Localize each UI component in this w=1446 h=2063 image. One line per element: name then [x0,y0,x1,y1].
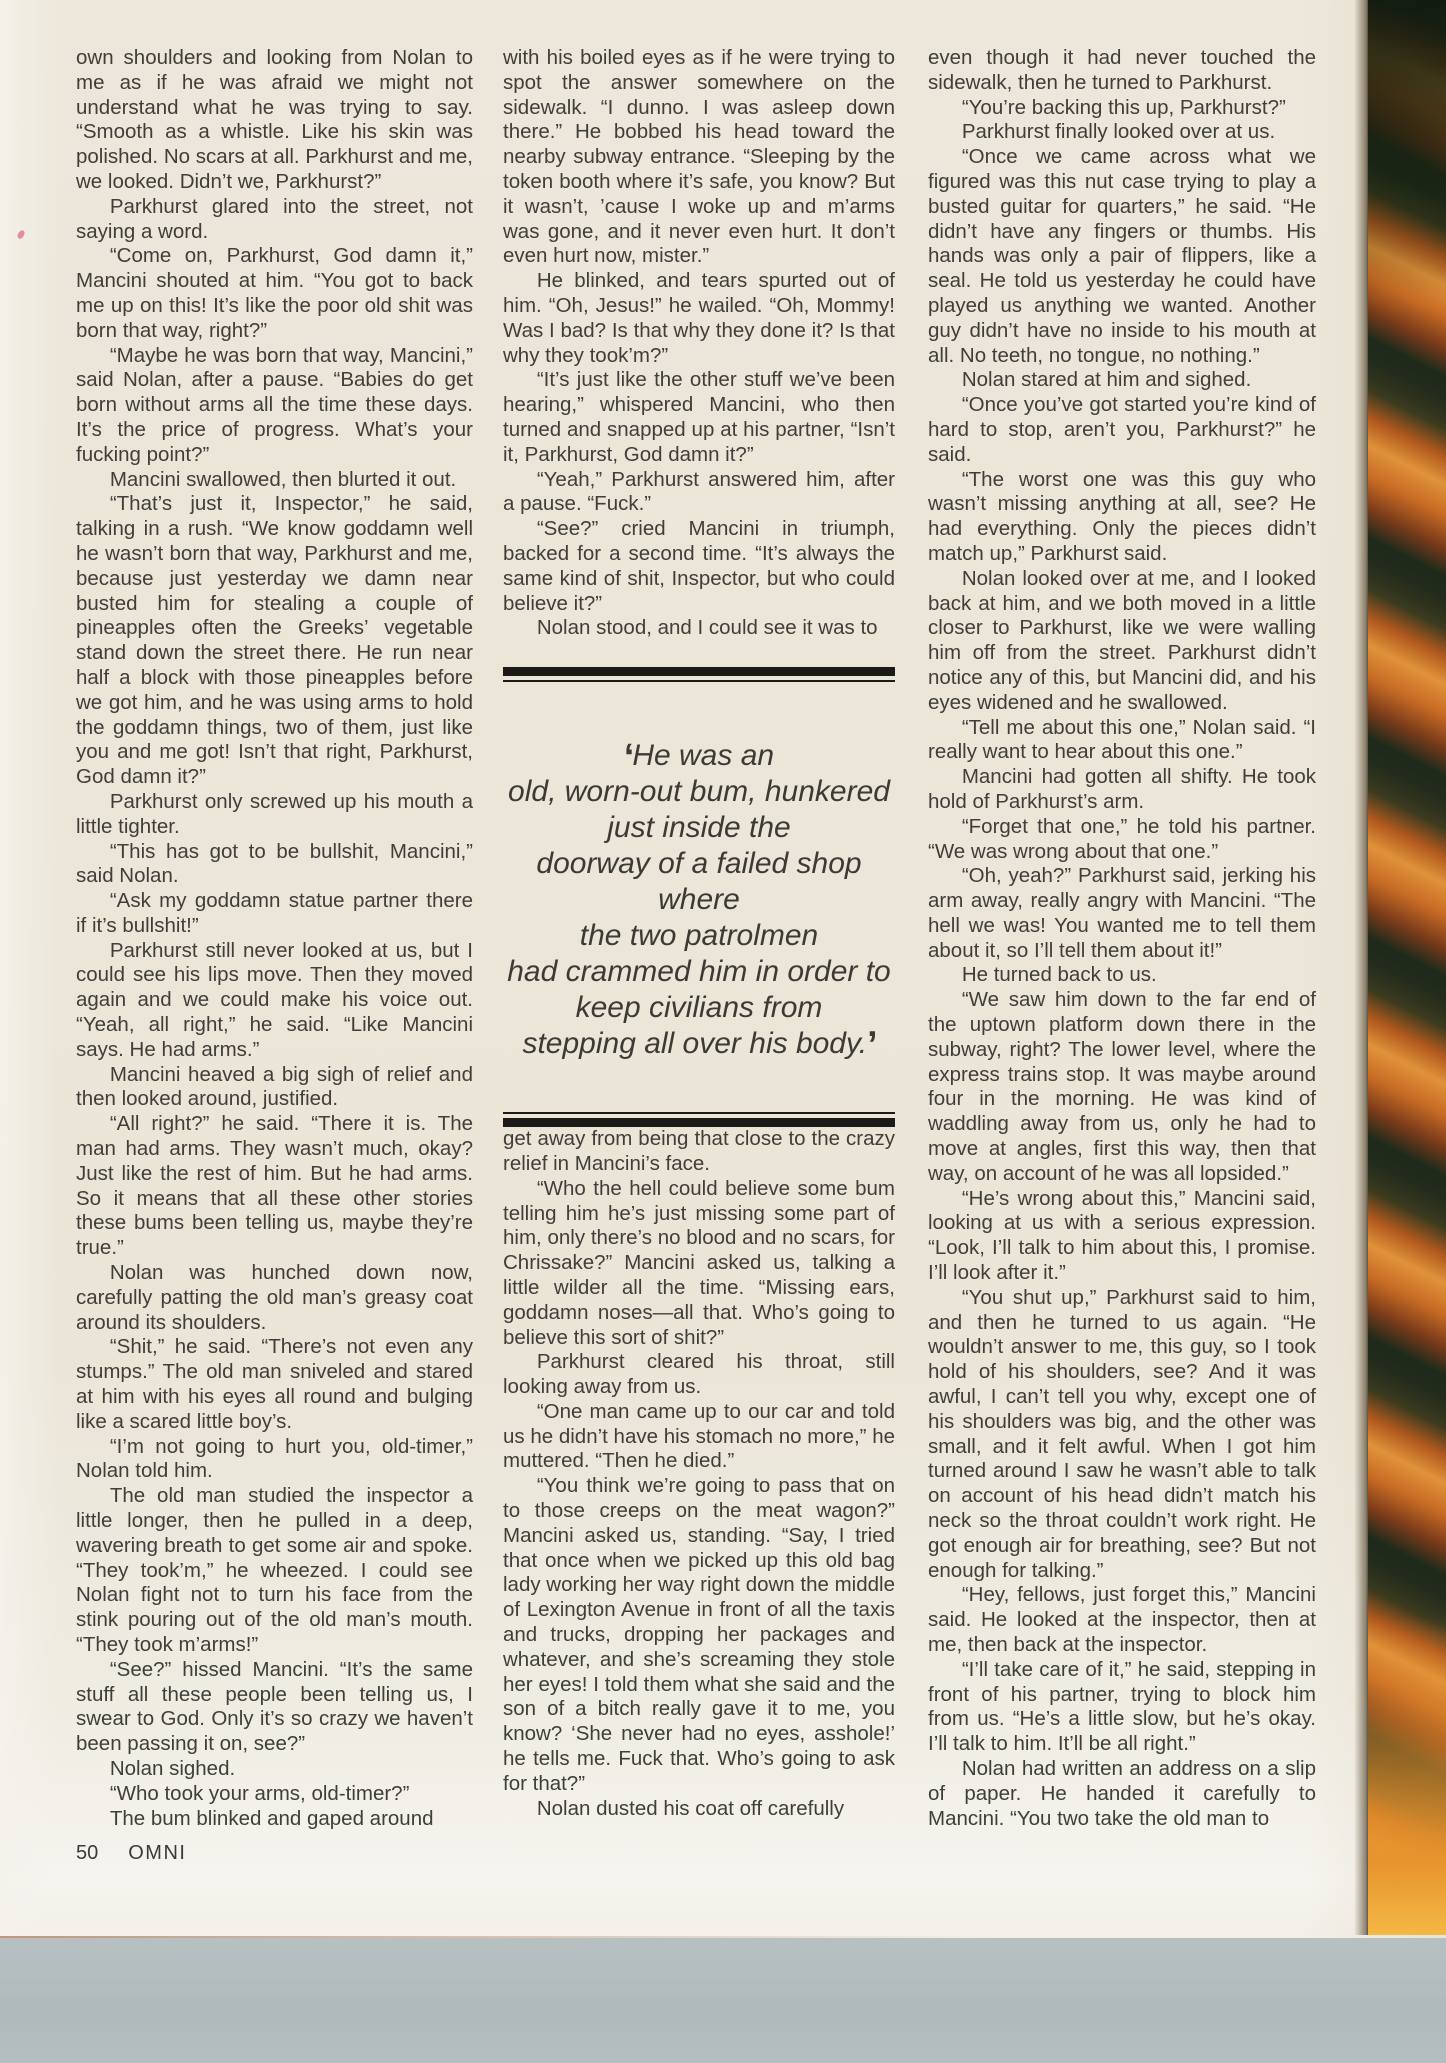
paragraph: “All right?” he said. “There it is. The man had arms. They wasn’t much, okay? Just like the rest of him. But he had arms. So it means that all these other stories these bums been telling us, maybe they’re true.” [76,1112,473,1260]
paragraph: “Tell me about this one,” Nolan said. “I really want to hear about this one.” [928,715,1316,764]
pull-quote-line: keep civilians from [575,991,823,1025]
paragraph: Parkhurst glared into the street, not saying a word. [76,194,473,243]
paragraph: “I’ll take care of it,” he said, stepping in front of his partner, trying to block him from us. “He’s a little slow, but he’s okay. I’ll talk to him. It’ll be all right.” [928,1657,1316,1756]
paragraph: Mancini heaved a big sigh of relief and then looked around, justified. [76,1062,473,1111]
open-quote-ornament: ‘ [623,735,633,778]
paragraph: “Who the hell could believe some bum telling him he’s just missing some part of him, only there’s no blood and no scars, for Chrissake?” Mancini asked us, talking a little wilder all the time. “Missing ears, goddamn noses—all that. Who’s going to believe this sort of shit?” [503,1176,895,1349]
paragraph: “Shit,” he said. “There’s not even any stumps.” The old man sniveled and stared at him with his eyes all round and bulging like a scared little boy’s. [76,1335,473,1433]
pull-quote-top-rule [503,667,895,682]
page-number: 50 [76,1842,99,1865]
page-footer [76,1841,473,1866]
flame-photo-strip [1368,0,1446,1935]
paragraph: “See?” hissed Mancini. “It’s the same stuff all these people been telling us, I swear to God. Only it’s so crazy we haven’t been passing it on, see?” [76,1657,473,1756]
rule-thick-bar [503,667,895,676]
pull-quote-line: ‘He was an [623,735,775,778]
paragraph: get away from being that close to the crazy relief in Mancini’s face. [503,1127,895,1175]
paragraph: Parkhurst only screwed up his mouth a little tighter. [76,789,473,838]
paragraph: The bum blinked and gaped around [109,1806,434,1830]
paragraph: “He’s wrong about this,” Mancini said, looking at us with a serious expression. “Look, I’ll talk to him about this, I promise. I’ll look after it.” [928,1186,1316,1285]
paragraph: “It’s just like the other stuff we’ve been hearing,” whispered Mancini, who then turned and snapped up at his partner, “Isn’t it, Parkhurst, God damn it?” [503,368,895,466]
paragraph: “See?” cried Mancini in triumph, backed for a second time. “It’s always the same kind of shit, Inspector, but who could believe it?” [503,517,895,615]
next-page-edge [0,1938,1446,2063]
pull-quote-line: the two patrolmen [579,919,819,953]
paragraph: “You’re backing this up, Parkhurst?” [961,95,1286,119]
paragraph: Nolan looked over at me, and I looked back at him, and we both moved in a little closer to Parkhurst, like we were walling him off from the street. Parkhurst didn’t notice any of this, but Mancini did, and his eyes widened and he swallowed. [928,566,1316,714]
paragraph: “Once we came across what we figured was this nut case trying to play a busted guitar for quarters,” he said. “He didn’t have any fingers or thumbs. His hands was only a pair of flippers, like a seal. He told us yesterday he could have played us anything we wanted. Another guy didn’t have no inside to his mouth at all. No teeth, no tongue, no nothing.” [928,145,1316,367]
paragraph: Parkhurst still never looked at us, but I could see his lips move. Then they moved again and we could make his voice out. “Yeah, all right,” he said. “Like Mancini says. He had arms.” [76,938,473,1061]
pull-quote [503,735,895,1066]
column-2 [503,46,895,1821]
pull-quote-line: had crammed him in order to [507,955,891,989]
paragraph: Nolan stood, and I could see it was to [536,616,878,640]
paragraph: Nolan stared at him and sighed. [961,368,1252,392]
paragraph: “Maybe he was born that way, Mancini,” said Nolan, after a pause. “Babies do get born without arms all the time these days. It’s the price of progress. What’s your fucking point?” [76,343,473,466]
magazine-name: OMNI [128,1842,187,1865]
paragraph: “One man came up to our car and told us he didn’t have his stomach no more,” he muttered. “Then he died.” [503,1399,895,1473]
paragraph: “This has got to be bullshit, Mancini,” said Nolan. [76,839,473,888]
column-1 [76,46,473,1866]
pull-quote-line: stepping all over his body.’ [522,1023,876,1066]
paragraph: “Who took your arms, old-timer?” [109,1781,410,1805]
paragraph: He blinked, and tears spurted out of him. “Oh, Jesus!” he wailed. “Oh, Mommy! Was I bad? Is that why they done it? Is that why they took’m?” [503,269,895,367]
close-quote-ornament: ’ [867,1023,876,1066]
paragraph: He turned back to us. [961,963,1157,987]
pull-quote-bottom-rule [503,1112,895,1127]
paragraph: with his boiled eyes as if he were trying to spot the answer somewhere on the sidewalk. “I dunno. I was asleep down there.” He bobbed his head toward the nearby subway entrance. “Sleeping by the token booth where it’s safe, you know? But it wasn’t, ’cause I woke up and m’arms was gone, and it never even hurt. It don’t even hurt now, mister.” [503,46,895,268]
paragraph: “Come on, Parkhurst, God damn it,” Mancini shouted at him. “You got to back me up on this! It’s like the poor old shit was born that way, right?” [76,244,473,342]
paragraph: Mancini had gotten all shifty. He took hold of Parkhurst’s arm. [928,765,1316,813]
paragraph: “I’m not going to hurt you, old-timer,” Nolan told him. [76,1434,473,1483]
paragraph: “Ask my goddamn statue partner there if it’s bullshit!” [76,889,473,937]
paragraph: “We saw him down to the far end of the uptown platform down there in the subway, right? The lower level, where the express trains stop. It was maybe around four in the morning. He was kind of waddling away from us, only he had to move at angles, first this way, then that way, on account of he was all lopsided.” [928,988,1316,1185]
paragraph: “Hey, fellows, just forget this,” Mancini said. He looked at the inspector, then at me, then back at the inspector. [928,1583,1316,1656]
paragraph: “You think we’re going to pass that on to those creeps on the meat wagon?” Mancini asked us, standing. “Say, I tried that once when we picked up this old bag lady working her way right down the middle of Lexington Avenue in front of all the taxis and trucks, dropping her packages and whatever, and she’s screaming they stole her eyes! I told them what she said and the son of a bitch really gave it to me, you know? ‘She never had no eyes, asshole!’ he tells me. Fuck that. Who’s going to ask for that?” [503,1474,895,1795]
paragraph: Nolan had written an address on a slip of paper. He handed it carefully to Mancini. “You two take the old man to [928,1756,1316,1830]
paragraph: Parkhurst cleared his throat, still looking away from us. [503,1350,895,1399]
rule-thick-bar [503,1118,895,1127]
paragraph: Parkhurst finally looked over at us. [961,120,1276,144]
paragraph: Mancini swallowed, then blurted it out. [109,467,457,491]
paragraph: The old man studied the inspector a little longer, then he pulled in a deep, wavering breath to get some air and spoke. “They took’m,” he wheezed. I could see Nolan fight not to turn his face from the stink pouring out of the old man’s mouth. “They took m’arms!” [76,1484,473,1656]
paragraph: Nolan was hunched down now, carefully patting the old man’s greasy coat around its shoulders. [76,1261,473,1334]
paragraph: Nolan dusted his coat off carefully [536,1796,845,1820]
rule-thin-line [503,680,895,682]
pull-quote-line: old, worn-out bum, hunkered [508,775,890,809]
paragraph: even though it had never touched the sidewalk, then he turned to Parkhurst. [928,46,1316,94]
page-edge-shadow [1354,0,1368,1935]
rule-thin-line [503,1112,895,1114]
paragraph: “Yeah,” Parkhurst answered him, after a pause. “Fuck.” [503,467,895,516]
column-3 [928,46,1316,1831]
paragraph: “The worst one was this guy who wasn’t missing anything at all, see? He had everything. Only the pieces didn’t match up,” Parkhurst said. [928,467,1316,565]
paragraph: “Oh, yeah?” Parkhurst said, jerking his arm away, really angry with Mancini. “The hell we was! You wanted me to tell them about it, so I’ll tell them about it!” [928,864,1316,962]
paragraph: “You shut up,” Parkhurst said to him, and then he turned to us again. “He wouldn’t answer to me, this guy, so I took hold of his shoulders, see? And it was awful, I can’t tell you why, except one of his shoulders was big, and the other was small, and it felt awful. When I got him turned around I saw he wasn’t able to talk on account of his head didn’t match his neck so the throat couldn’t work right. He got enough air for breathing, see? But not enough for talking.” [928,1285,1316,1582]
paragraph: “That’s just it, Inspector,” he said, talking in a rush. “We know goddamn well he wasn’t born that way, Parkhurst and me, because just yesterday we damn near busted him for stealing a couple of pineapples often the Greeks’ vegetable stand down the street there. He run near half a block with those pineapples before we got him, and he was using arms to hold the goddamn things, two of them, just like you and me got! Isn’t that right, Parkhurst, God damn it?” [76,492,473,789]
pull-quote-line: just inside the [607,811,791,845]
paragraph: “Once you’ve got started you’re kind of hard to stop, aren’t you, Parkhurst?” he said. [928,393,1316,466]
paragraph: “Forget that one,” he told his partner. “We was wrong about that one.” [928,814,1316,863]
paragraph: own shoulders and looking from Nolan to me as if he was afraid we might not understand what he was trying to say. “Smooth as a whistle. Like his skin was polished. No scars at all. Parkhurst and me, we looked. Didn’t we, Parkhurst?” [76,46,473,193]
pull-quote-line: doorway of a failed shop where [536,847,862,917]
paragraph: Nolan sighed. [109,1756,236,1780]
